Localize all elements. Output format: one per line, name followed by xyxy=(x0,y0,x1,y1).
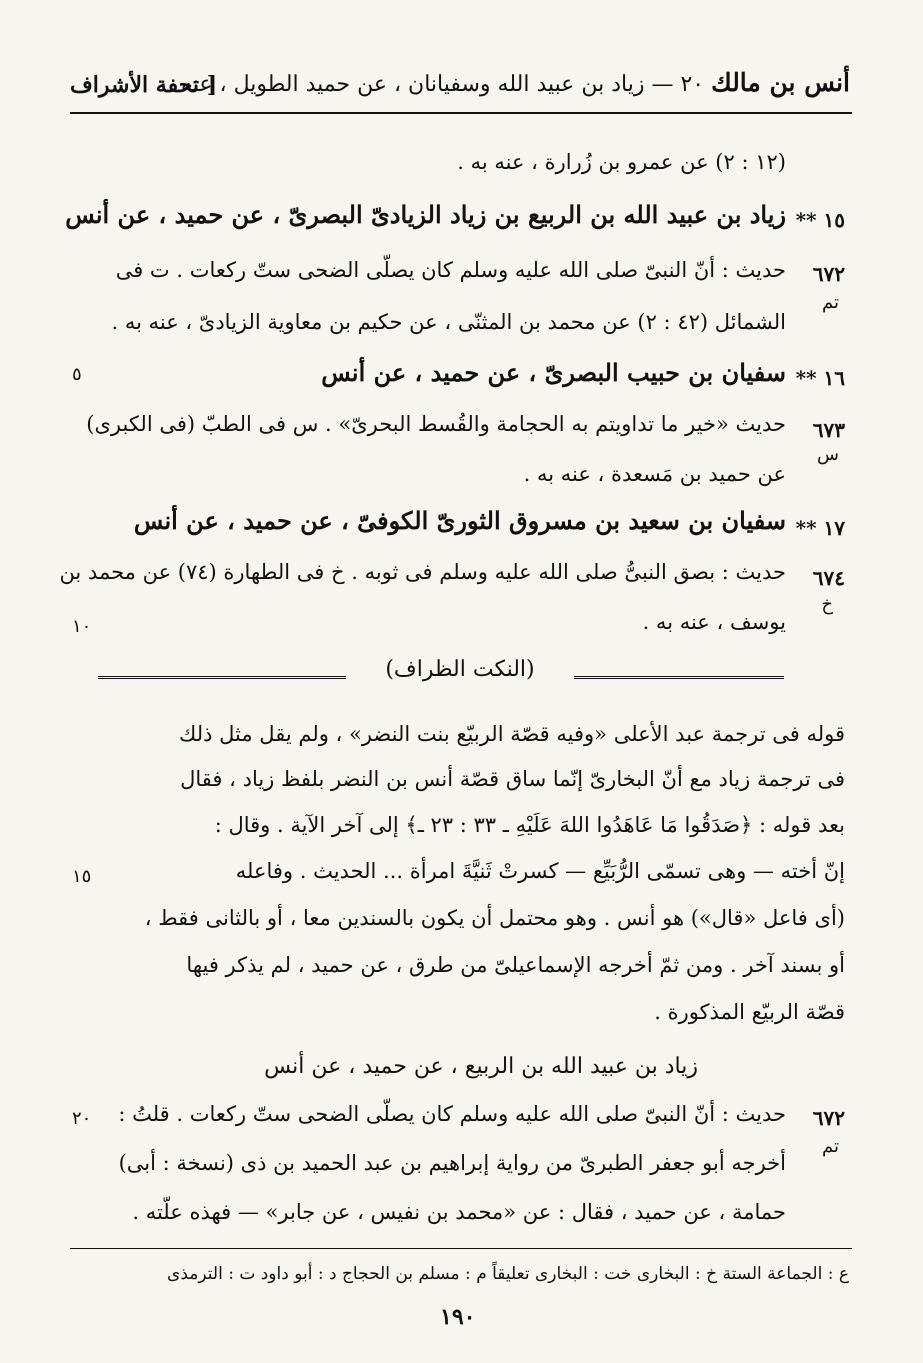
prose-line: إنّ أخته — وهى تسمّى الرُّبَيِّع — كسرتْ ثَنيَّةَ امرأة ... الحديث . وفاعله xyxy=(235,859,845,883)
section-title: زياد بن عبيد الله بن الربيع بن زياد الزيادىّ البصرىّ ، عن حميد ، عن أنس xyxy=(65,200,786,229)
prose-line: أو بسند آخر . ومن ثمّ أخرجه الإسماعيلىّ من طرق ، عن حميد ، لم يذكر فيها xyxy=(186,953,845,977)
text-line: أخرجه أبو جعفر الطبرىّ من رواية إبراهيم بن عبد الحميد بن ذى (نسخة : أبى) xyxy=(118,1151,786,1175)
text-line: حديث «خير ما تداويتم به الحجامة والقُسط البحرىّ» . س فى الطبّ (فى الكبرى) xyxy=(86,412,786,436)
hadith-siglum: س xyxy=(817,444,839,465)
text-line: عن حميد بن مَسعدة ، عنه به . xyxy=(523,462,786,486)
section-title: سفيان بن حبيب البصرىّ ، عن حميد ، عن أنس xyxy=(321,358,786,387)
nukat-heading: (النكت الظراف) xyxy=(385,657,535,682)
hadith-siglum: خ xyxy=(821,594,833,615)
text-line: (١٢ : ٢) عن عمرو بن زُرارة ، عنه به . xyxy=(457,150,786,174)
header-rule xyxy=(70,112,852,114)
heading-rule-right xyxy=(574,676,784,679)
margin-line-number: ٥ xyxy=(72,364,82,385)
text-line: حديث : أنّ النبىّ صلى الله عليه وسلم كان يصلّى الضحى ستّ ركعات . ت فى xyxy=(115,258,786,282)
hadith-siglum: تم xyxy=(822,1136,839,1157)
section-number: ١٦ ** xyxy=(795,366,845,390)
footer-rule xyxy=(70,1248,852,1249)
text-line: حمامة ، عن حميد ، فقال : عن «محمد بن نفيس ، عن جابر» — فهذه علّته . xyxy=(132,1200,786,1224)
prose-line: قوله فى ترجمة عبد الأعلى «وفيه قصّة الربيّع بنت النضر» ، ولم يقل مثل ذلك xyxy=(179,722,845,746)
heading-rule-left xyxy=(98,676,346,679)
sub-heading: زياد بن عبيد الله بن الربيع ، عن حميد ، عن أنس xyxy=(264,1054,698,1079)
sigla-legend: ع : الجماعة الستة خ : البخارى خت : البخارى تعليقاً م : مسلم بن الحجاج د : أبو داود ت : الترمذى xyxy=(167,1264,849,1284)
text-line: حديث : بصق النبىُّ صلى الله عليه وسلم فى ثوبه . خ فى الطهارة (٧٤) عن محمد بن xyxy=(59,560,786,584)
header-right xyxy=(181,68,850,97)
prose-line: قصّة الربيّع المذكورة . xyxy=(654,1000,845,1024)
section-number: ١٧ ** xyxy=(795,516,845,540)
margin-line-number: ١٥ xyxy=(72,866,92,887)
section-title: سفيان بن سعيد بن مسروق الثورىّ الكوفىّ ، عن حميد ، عن أنس xyxy=(133,506,786,535)
header-book-part: أنس بن مالك xyxy=(711,68,850,97)
hadith-number: ٦٧٢ xyxy=(812,1106,845,1130)
hadith-siglum: تم xyxy=(822,292,839,313)
text-line: حديث : أنّ النبىّ صلى الله عليه وسلم كان يصلّى الضحى ستّ ركعات . قلتُ : xyxy=(118,1102,786,1126)
hadith-number: ٦٧٣ xyxy=(812,418,845,442)
header-section: ٢٠ — زياد بن عبيد الله وسفيانان ، عن حميد الطويل ، عنه xyxy=(180,72,705,97)
text-line: يوسف ، عنه به . xyxy=(642,610,786,634)
hadith-number: ٦٧٤ xyxy=(812,566,845,590)
prose-line: فى ترجمة زياد مع أنّ البخارىّ إنّما ساق قصّة أنس بن النضر بلفظ زياد ، فقال xyxy=(180,767,845,791)
hadith-number: ٦٧٢ xyxy=(812,262,845,286)
text-line: الشمائل (٤٢ : ٢) عن محمد بن المثنّى ، عن حكيم بن معاوية الزيادىّ ، عنه به . xyxy=(111,310,786,334)
margin-line-number: ٢٠ xyxy=(72,1108,92,1129)
prose-line: (أى فاعل «قال») هو أنس . وهو محتمل أن يكون بالسندين معا ، أو بالثانى فقط ، xyxy=(144,906,845,930)
prose-line: بعد قوله : ﴿صَدَقُوا مَا عَاهَدُوا اللهَ عَلَيْهِ ـ ٣٣ : ٢٣ ـ﴾ إلى آخر الآية . وقال : xyxy=(214,813,845,837)
margin-line-number: ١٠ xyxy=(72,616,92,637)
section-number: ١٥ ** xyxy=(795,208,845,232)
running-header xyxy=(70,66,850,106)
header-left: [ تحفة الأشراف xyxy=(70,72,218,98)
page-number: ١٩٠ xyxy=(440,1304,476,1330)
